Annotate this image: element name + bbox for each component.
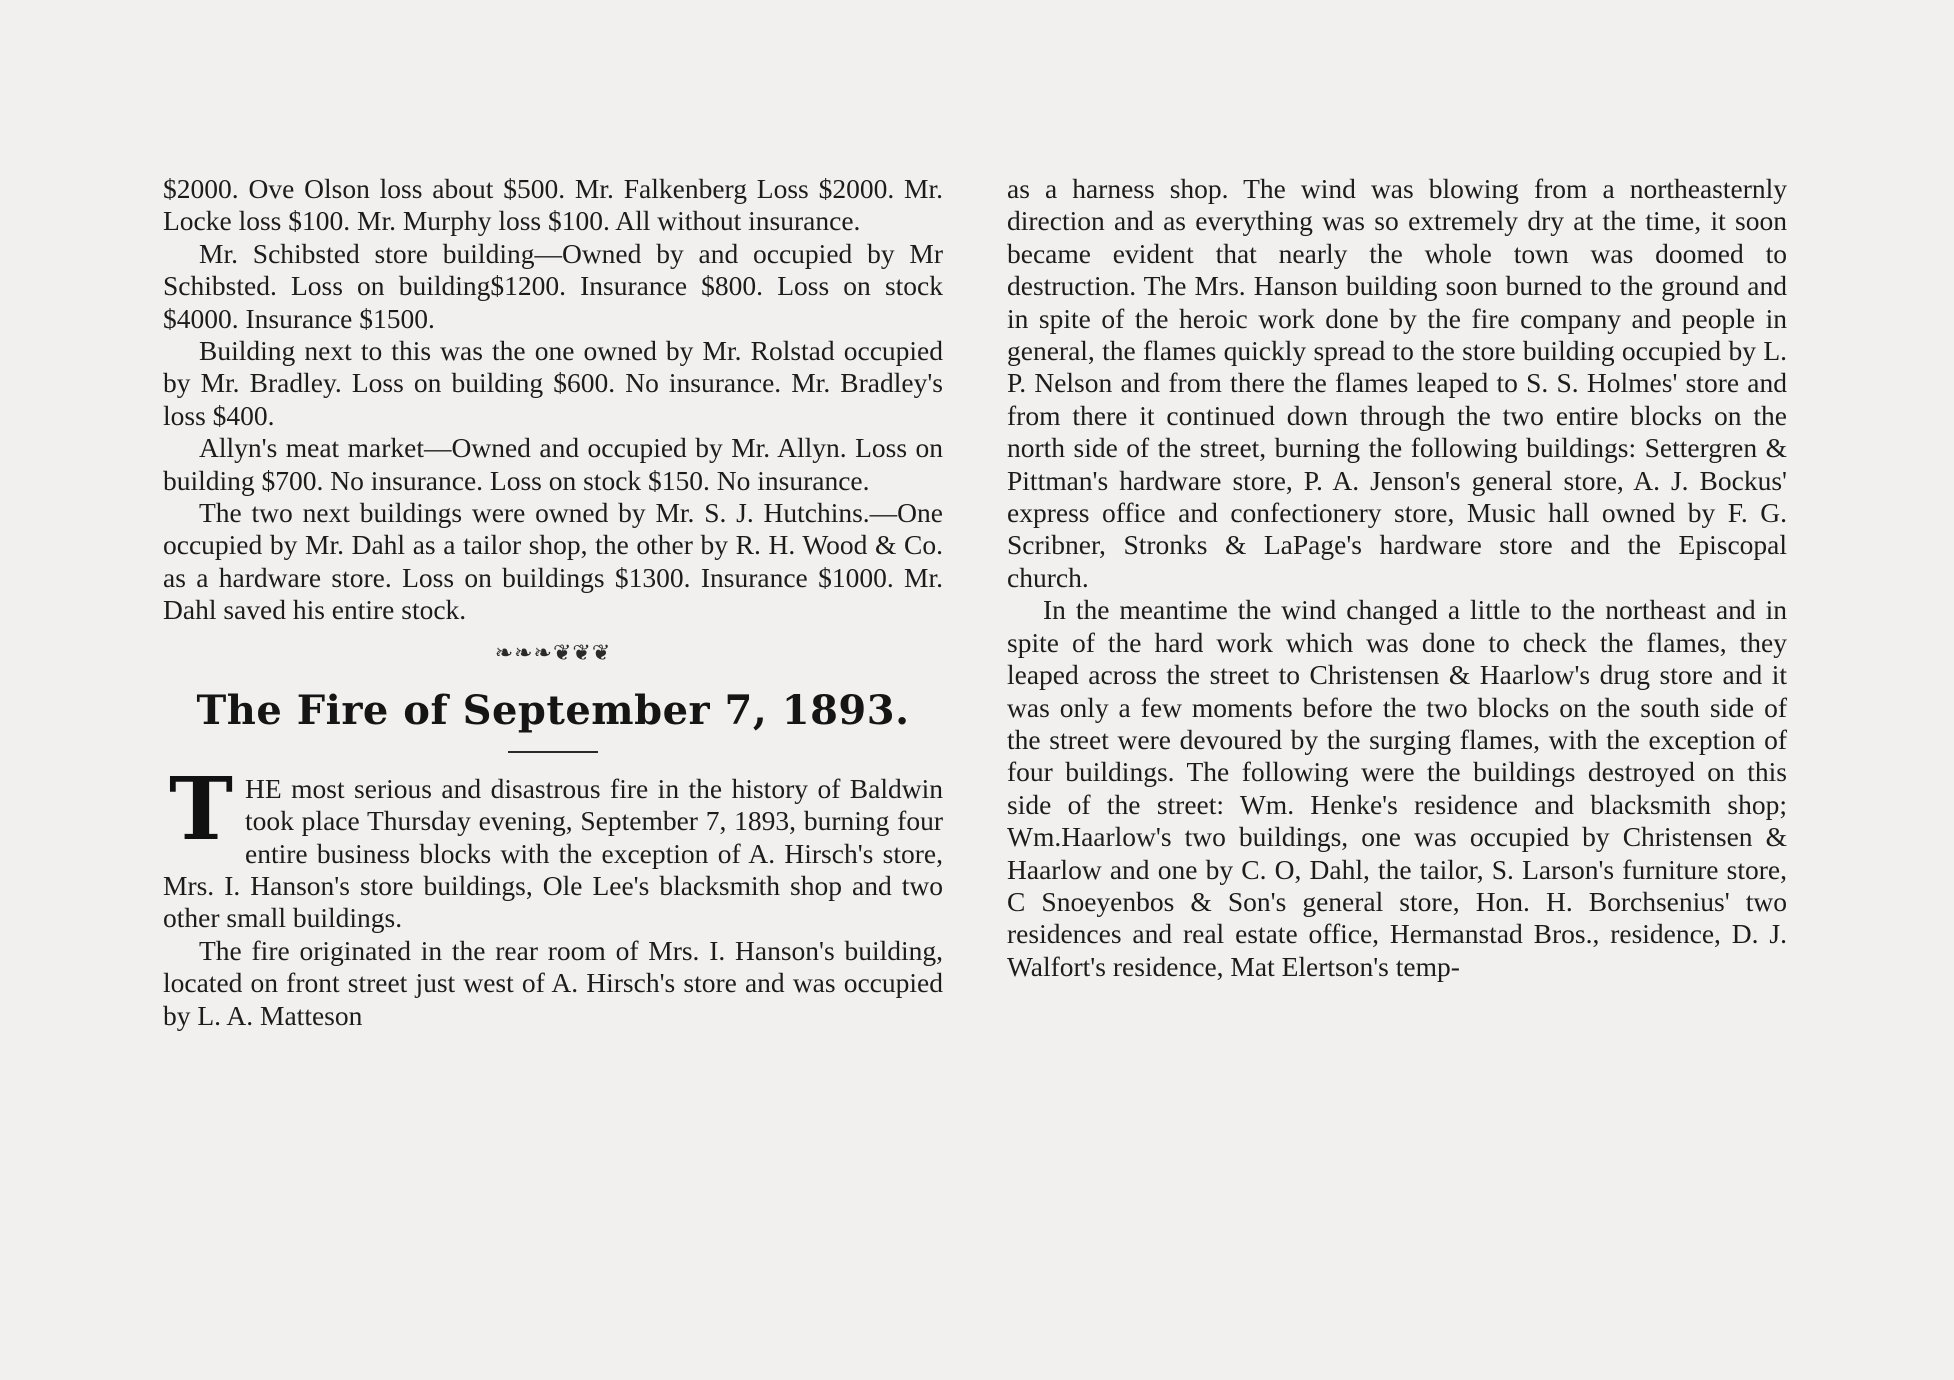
heading-rule: [508, 751, 598, 753]
paragraph-schibsted-store: Mr. Schibsted store building—Owned by and occupied by Mr Schibsted. Loss on building$1200. Insurance $800. Loss on stock $4000. Insurance $1500.: [163, 237, 943, 334]
drop-cap: T: [169, 758, 233, 860]
paragraph-allyn-meat-market: Allyn's meat market—Owned and occupied by Mr. Allyn. Loss on building $700. No insurance. Loss on stock $150. No insurance.: [163, 432, 943, 496]
paragraph-hutchins-buildings: The two next buildings were owned by Mr. S. J. Hutchins.—One occupied by Mr. Dahl as a tailor shop, the other by R. H. Wood & Co. as a hardware store. Loss on buildings $1300. Insurance $1000. Mr. Dahl saved his entire stock.: [163, 497, 943, 626]
opening-paragraph-text: HE most serious and disastrous fire in the history of Baldwin took place Thursday evening, September 7, 1893, burning four entire business blocks with the exception of A. Hirsch's store, Mrs. I. Hanson's store buildings, Ole Lee's blacksmith shop and two other small buildings.: [163, 772, 943, 934]
section-heading: The Fire of September 7, 1893.: [196, 686, 910, 734]
ornament-divider-icon: ❧❧❧❦❦❦: [494, 639, 612, 665]
paragraph-rolstad-building: Building next to this was the one owned by Mr. Rolstad occupied by Mr. Bradley. Loss on building $600. No insurance. Mr. Bradley's loss $400.: [163, 335, 943, 431]
paragraph-fire-spread-south: In the meantime the wind changed a little to the northeast and in spite of the hard work which was done to check the flames, they leaped across the street to Christensen & Haarlow's drug store and it was only a few moments before the two blocks on the south side of the street were devoured by the surging flames, with the exception of four buildings. The following were the buildings destroyed on this side of the street: Wm. Henke's residence and blacksmith shop; Wm.Haarlow's two buildings, one was occupied by Christensen & Haarlow and one by C. O, Dahl, the tailor, S. Larson's furniture store, C Snoeyenbos & Son's general store, Hon. H. Borchsenius' two residences and real estate office, Hermanstad Bros., residence, D. J. Walfort's residence, Mat Elertson's temp-: [1007, 594, 1787, 982]
right-column: [1007, 173, 1787, 983]
paragraph-fire-origin: The fire originated in the rear room of Mrs. I. Hanson's building, located on front street just west of A. Hirsch's store and was occupied by L. A. Matteson: [163, 934, 943, 1031]
paragraph-losses-olson: $2000. Ove Olson loss about $500. Mr. Falkenberg Loss $2000. Mr. Locke loss $100. Mr. Murphy loss $100. All without insurance.: [163, 173, 943, 237]
left-column: [163, 173, 943, 1032]
opening-paragraph: [163, 758, 943, 935]
paragraph-fire-spread-north: as a harness shop. The wind was blowing from a northeasternly direction and as everything was so extremely dry at the time, it soon became evident that nearly the whole town was doomed to destruction. The Mrs. Hanson building soon burned to the ground and in spite of the heroic work done by the fire company and people in general, the flames quickly spread to the store building occupied by L. P. Nelson and from there the flames leaped to S. S. Holmes' store and from there it continued down through the two entire blocks on the north side of the street, burning the following buildings: Settergren & Pittman's hardware store, P. A. Jenson's general store, A. J. Bockus' express office and confectionery store, Music hall owned by F. G. Scribner, Stronks & LaPage's hardware store and the Episcopal church.: [1007, 173, 1787, 593]
